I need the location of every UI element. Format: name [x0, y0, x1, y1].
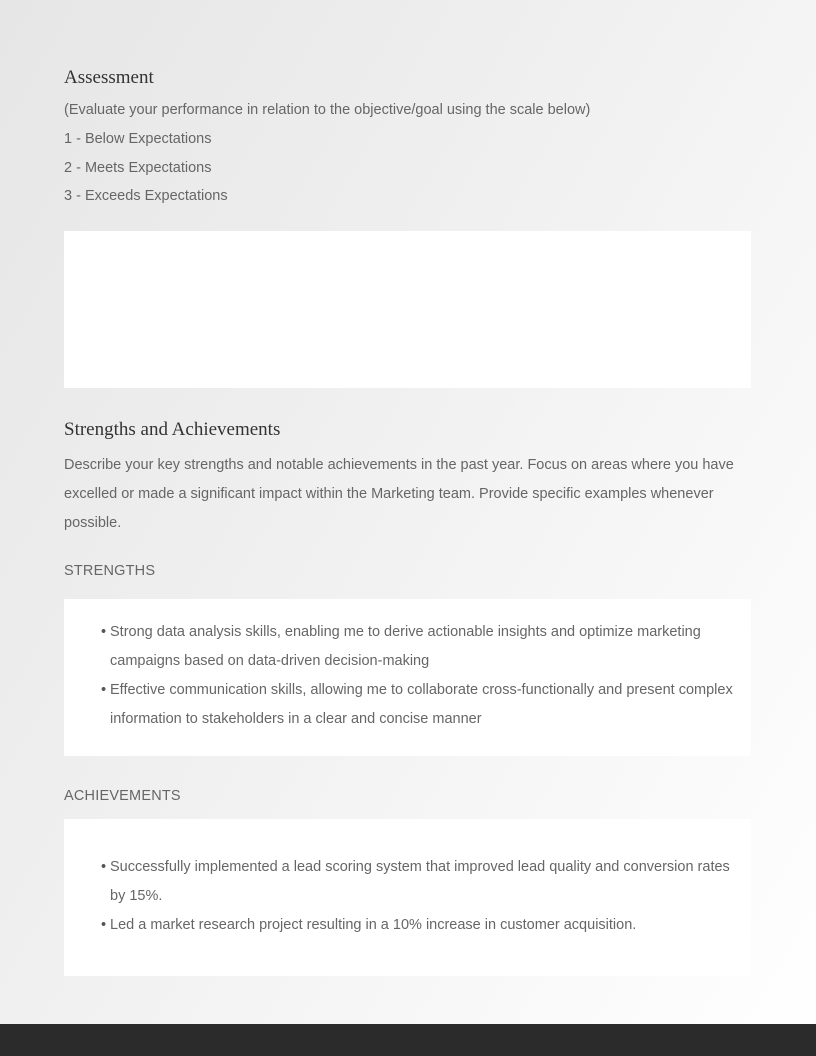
list-item: • Led a market research project resulting in a 10% increase in customer acquisition.	[101, 911, 741, 940]
strengths-label: STRENGTHS	[64, 563, 156, 579]
strengths-achievements-description: Describe your key strengths and notable achievements in the past year. Focus on areas where you have excelled or made a significant impact within the Marketing team. Provide specific examples whenever possible.	[64, 457, 734, 531]
footer-bar	[0, 1024, 816, 1056]
list-item: • Strong data analysis skills, enabling me to derive actionable insights and optimize marketing campaigns based on data-driven decision-making	[101, 618, 741, 676]
strengths-achievements-title: Strengths and Achievements	[64, 419, 281, 440]
list-item: • Successfully implemented a lead scoring system that improved lead quality and conversion rates by 15%.	[101, 853, 741, 911]
achievements-label: ACHIEVEMENTS	[64, 788, 181, 804]
strengths-box	[64, 599, 751, 756]
achievements-box	[64, 819, 751, 976]
achievements-list	[64, 853, 741, 940]
assessment-response-box[interactable]	[64, 231, 751, 388]
scale-item-below-expectations: 1 - Below Expectations	[64, 131, 212, 147]
assessment-title: Assessment	[64, 67, 154, 88]
strengths-list	[64, 618, 741, 734]
scale-item-meets-expectations: 2 - Meets Expectations	[64, 160, 212, 176]
assessment-instruction: (Evaluate your performance in relation to the objective/goal using the scale below)	[64, 102, 591, 118]
list-item: • Effective communication skills, allowing me to collaborate cross-functionally and present complex information to stakeholders in a clear and concise manner	[101, 676, 741, 734]
scale-item-exceeds-expectations: 3 - Exceeds Expectations	[64, 188, 228, 204]
